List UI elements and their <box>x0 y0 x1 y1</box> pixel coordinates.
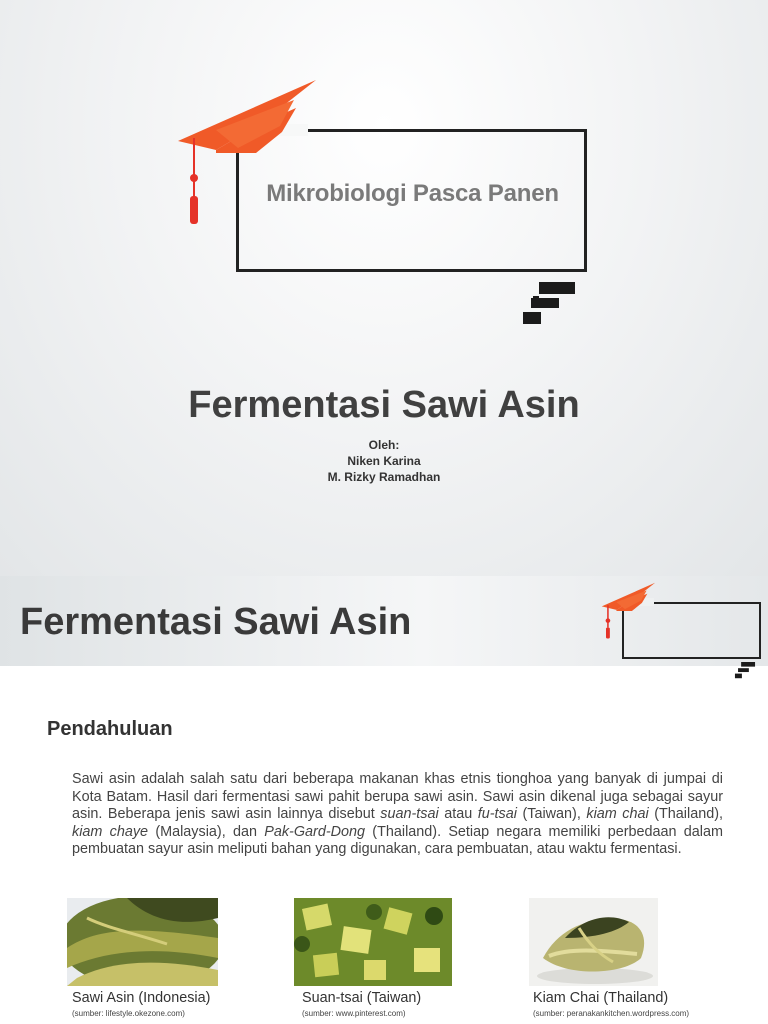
presentation-title: Fermentasi Sawi Asin <box>188 384 580 426</box>
slide-header <box>0 576 768 666</box>
by-label: Oleh: <box>368 438 400 452</box>
intro-paragraph: Sawi asin adalah salah satu dari beberapa makanan khas etnis tionghoa yang banyak di jumpai di Kota Batam. Hasil dari fermentasi sawi pahit berupa sawi asin. Sawi asin dikenal juga sebagai sayur asin. Beberapa jenis sawi asin lainnya disebut suan-tsai atau fu-tsai (Taiwan), kiam chai (Thailand), kiam chaye (Malaysia), dan Pak-Gard-Dong (Thailand). Setiap negara memiliki perbedaan dalam pembuatan sayur asin meliputi bahan yang digunakan, cara pembuatan, atau waktu fermentasi. <box>72 771 723 858</box>
image-source: (sumber: peranakankitchen.wordpress.com) <box>533 1009 690 1018</box>
image-caption: Suan-tsai (Taiwan) <box>302 990 422 1006</box>
section-heading: Pendahuluan <box>47 718 173 740</box>
image-caption: Kiam Chai (Thailand) <box>533 990 669 1006</box>
content-slide <box>0 576 768 1024</box>
author-name: M. Rizky Ramadhan <box>327 470 441 484</box>
stripes-icon <box>734 662 756 679</box>
image-source: (sumber: lifestyle.okezone.com) <box>72 1009 185 1018</box>
graduation-cap-icon <box>600 582 658 640</box>
slide-title: Fermentasi Sawi Asin <box>20 601 412 643</box>
author-block <box>0 437 768 485</box>
suan-tsai-photo <box>294 898 452 986</box>
author-name: Niken Karina <box>347 454 421 468</box>
image-caption: Sawi Asin (Indonesia) <box>72 990 211 1006</box>
kiam-chai-photo <box>529 898 658 986</box>
image-source: (sumber: www.pinterest.com) <box>302 1009 406 1018</box>
course-title: Mikrobiologi Pasca Panen <box>266 180 559 207</box>
stripes-icon <box>521 282 577 326</box>
sawi-asin-photo <box>67 898 218 986</box>
